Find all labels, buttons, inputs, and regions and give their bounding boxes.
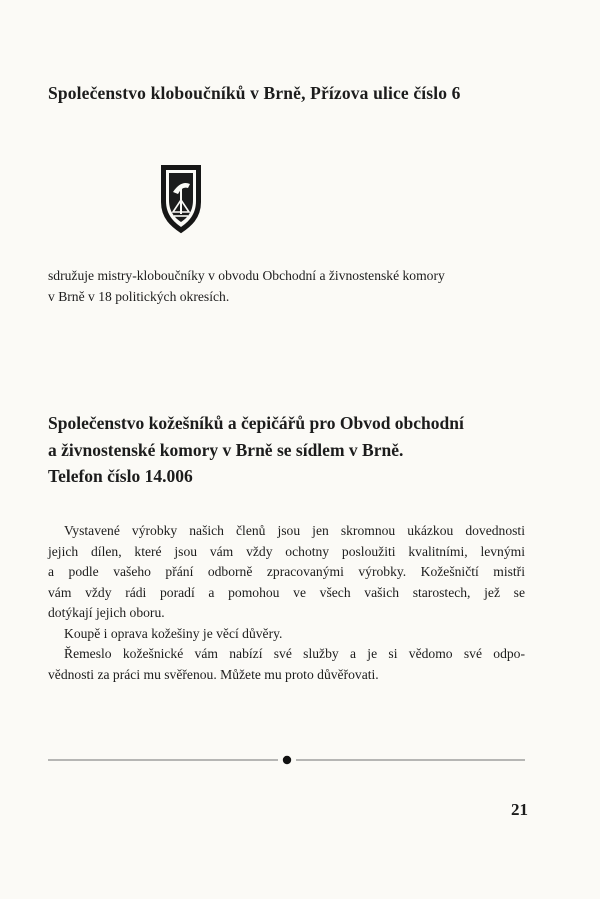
text-line: Řemeslo kožešnické vám nabízí své služby a je si vědomo své odpo-: [64, 646, 525, 661]
text-line: vám vždy rádi poradí a pomohou ve všech vašich starostech, jež se: [48, 584, 525, 600]
heading-furriers-guild: [48, 410, 548, 490]
heading-line: Společenstvo kožešníků a čepičářů pro Obvod obchodní: [48, 413, 464, 433]
text-line: v Brně v 18 politických okresích.: [48, 289, 230, 304]
text-line: dotýkají jejich oboru.: [48, 605, 165, 620]
text-line: sdružuje mistry-kloboučníky v obvodu Obchodní a živnostenské komory: [48, 268, 445, 283]
heading-hatters-guild: Společenstvo kloboučníků v Brně, Přízova ulice číslo 6: [48, 83, 461, 103]
furriers-guild-text: [48, 521, 525, 685]
hatters-guild-description: [48, 265, 528, 307]
hatters-guild-emblem-icon: [158, 162, 204, 234]
text-line: Vystavené výrobky našich členů jsou jen skromnou ukázkou dovednosti: [64, 523, 525, 538]
heading-line: Telefon číslo 14.006: [48, 466, 193, 486]
text-line: jejich dílen, které jsou vám vždy ochotny posloužiti kvalitními, levnými: [48, 543, 525, 559]
text-line: Koupě i oprava kožešiny je věcí důvěry.: [64, 625, 283, 641]
bullet-divider-icon: [48, 754, 525, 766]
page-number: 21: [511, 800, 528, 819]
text-line: a podle vašeho přání odborně zpracovanými výrobky. Kožešničtí mistři: [48, 564, 525, 579]
heading-line: a živnostenské komory v Brně se sídlem v Brně.: [48, 439, 404, 460]
text-line: vědnosti za práci mu svěřenou. Můžete mu proto důvěřovati.: [48, 666, 379, 682]
